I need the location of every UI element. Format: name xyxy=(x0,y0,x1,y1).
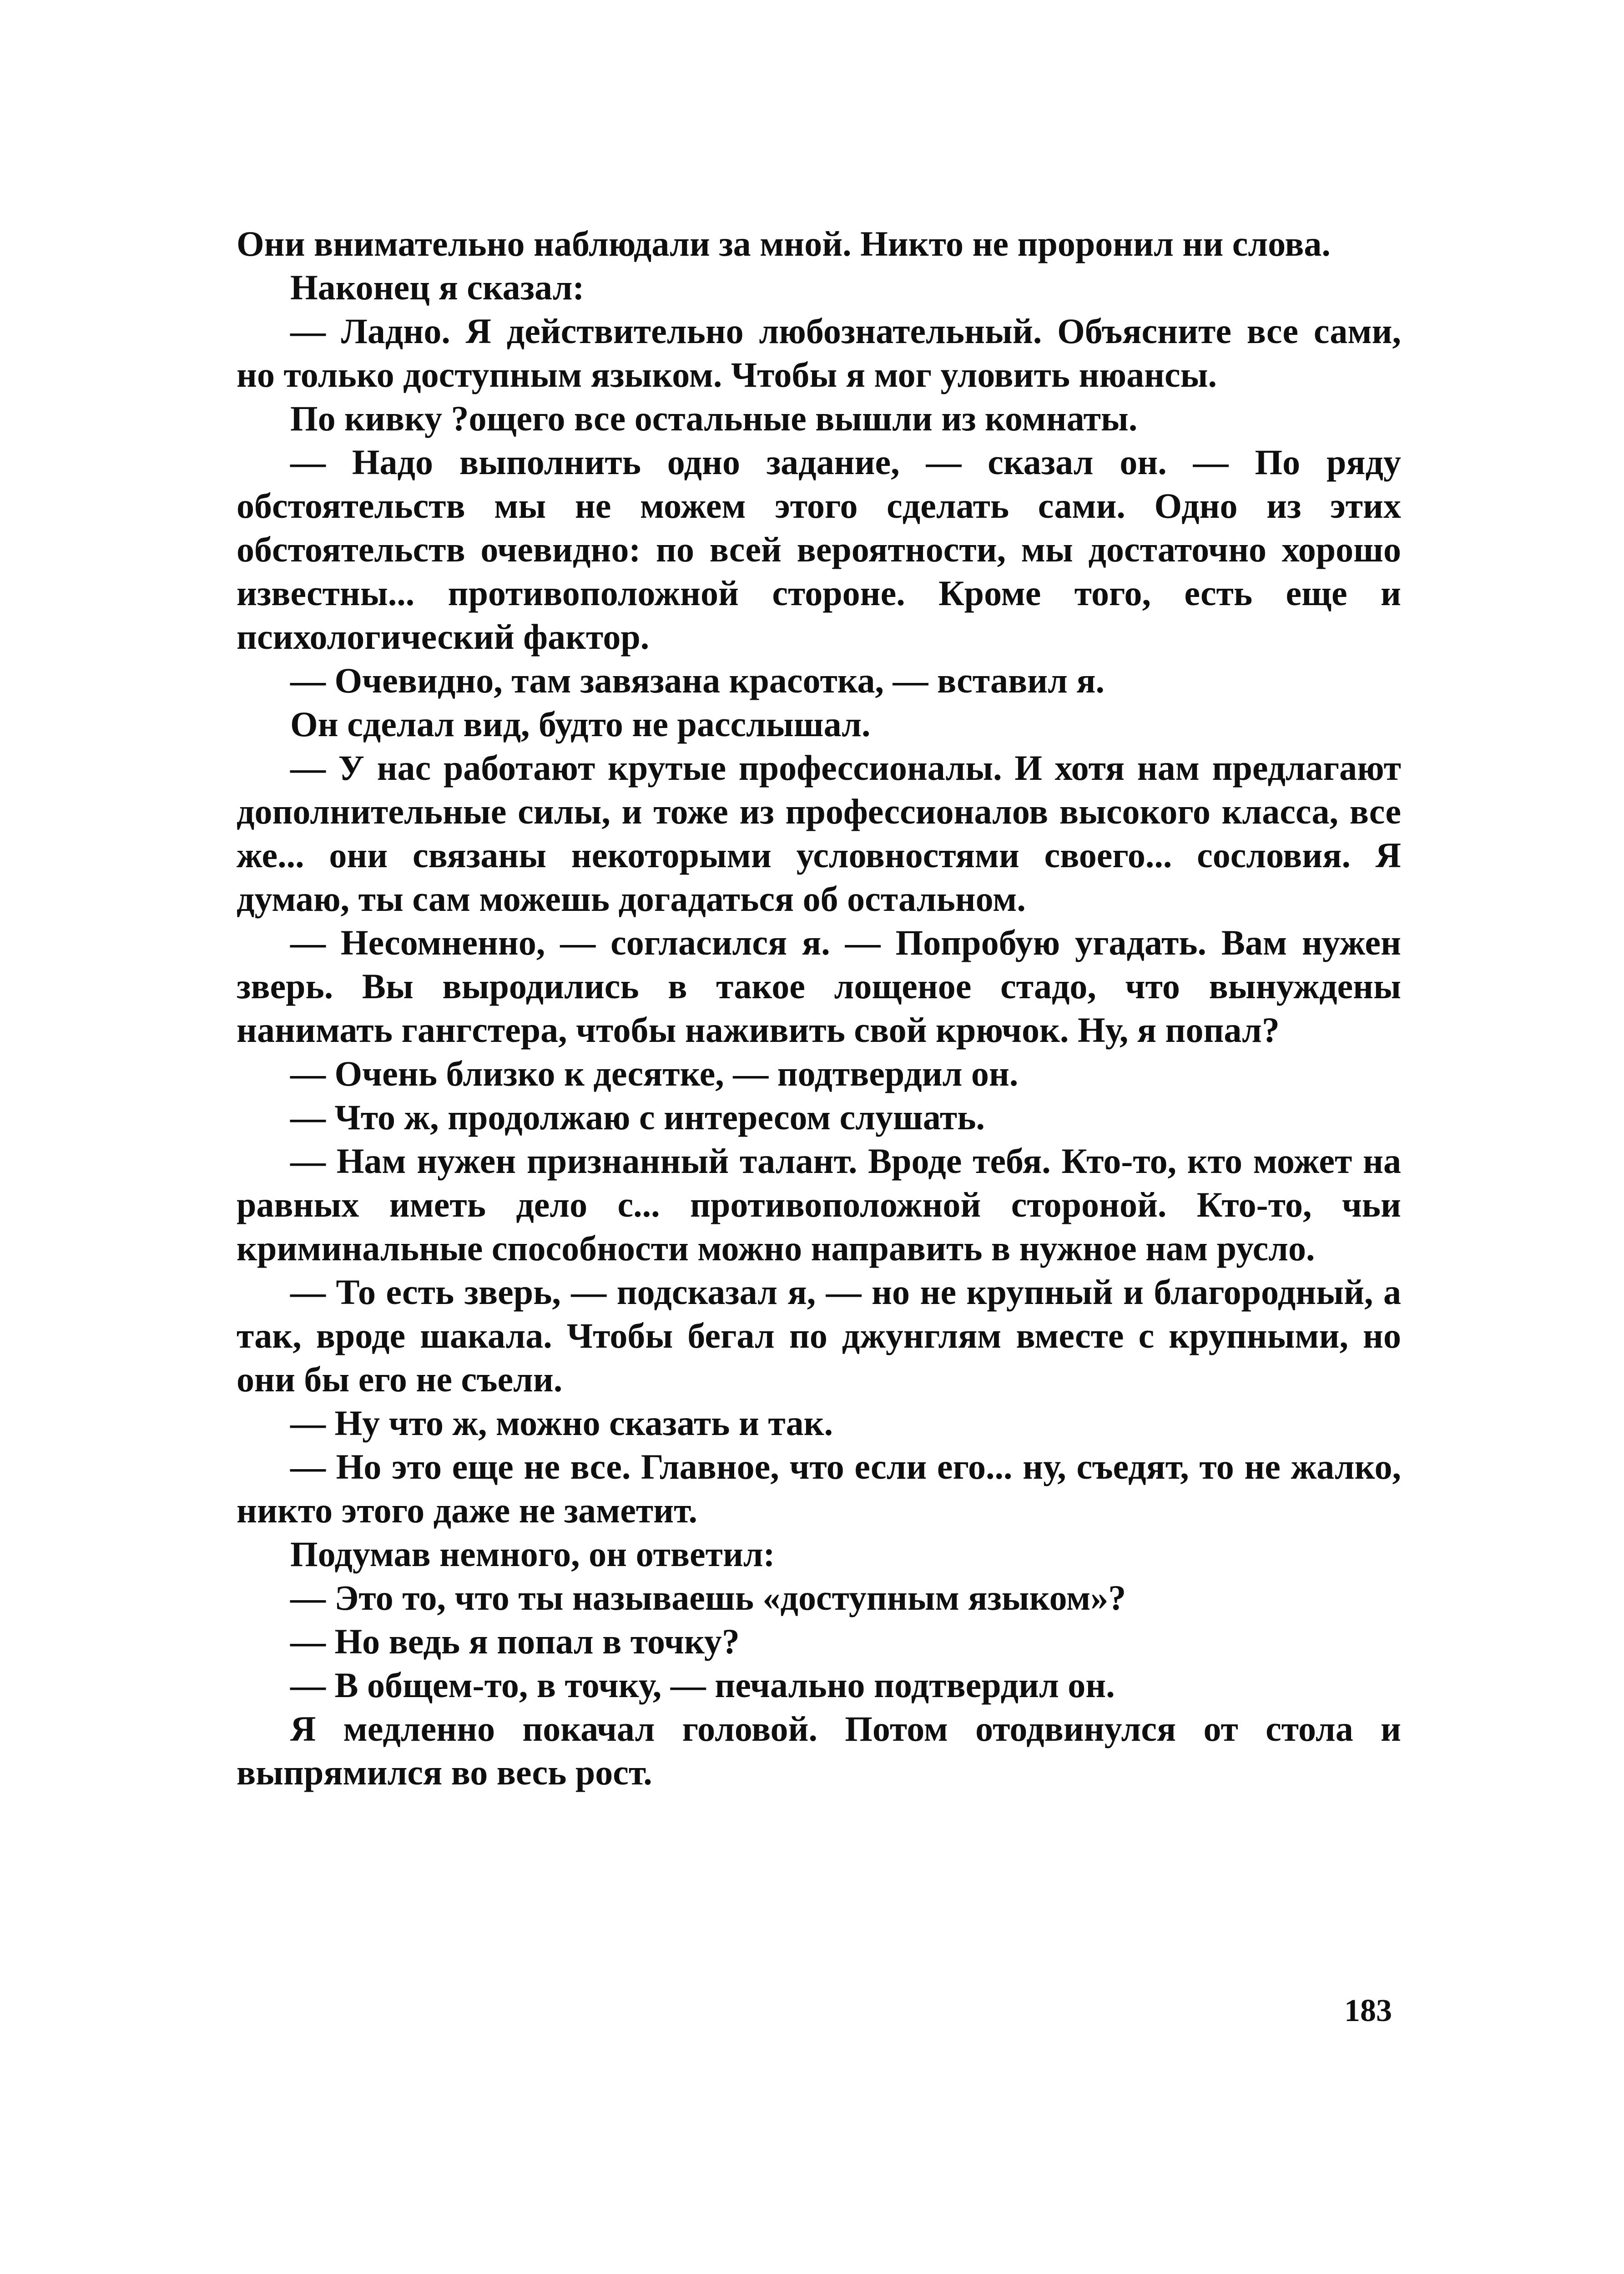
paragraph: — У нас работают крутые профессионалы. И хотя нам предлагают дополнительные силы, и тоже из профессионалов высокого класса, все же... они связаны некоторыми условностями своего... сословия. Я думаю, ты сам можешь догадаться об остальном. xyxy=(237,748,1401,919)
paragraph: — Надо выполнить одно задание, — сказал он. — По ряду обстоятельств мы не можем этого сделать сами. Одно из этих обстоятельств очевидно: по всей вероятности, мы достаточно хорошо известны... противоположной стороне. Кроме того, есть еще и психологический фактор. xyxy=(237,442,1401,657)
paragraph: — В общем-то, в точку, — печально подтвердил он. xyxy=(290,1665,1115,1705)
paragraph: — Но ведь я попал в точку? xyxy=(290,1622,740,1661)
paragraph: Подумав немного, он ответил: xyxy=(290,1534,775,1574)
paragraph: Я медленно покачал головой. Потом отодвинулся от стола и выпрямился во весь рост. xyxy=(237,1709,1401,1792)
paragraph: — Что ж, продолжаю с интересом слушать. xyxy=(290,1097,985,1137)
paragraph: — Очень близко к десятке, — подтвердил он. xyxy=(290,1054,1019,1093)
paragraph: Наконец я сказал: xyxy=(290,268,585,307)
paragraph: — Это то, что ты называешь «доступным языком»? xyxy=(290,1578,1126,1617)
paragraph: — То есть зверь, — подсказал я, — но не крупный и благородный, а так, вроде шакала. Чтобы бегал по джунглям вместе с крупными, но они бы его не съели. xyxy=(237,1272,1401,1399)
paragraph: — Но это еще не все. Главное, что если его... ну, съедят, то не жалко, никто этого даже не заметит. xyxy=(237,1447,1401,1530)
paragraph: — Несомненно, — согласился я. — Попробую угадать. Вам нужен зверь. Вы выродились в такое лощеное стадо, что вынуждены нанимать гангстера, чтобы наживить свой крючок. Ну, я попал? xyxy=(237,923,1401,1050)
paragraph: Он сделал вид, будто не расслышал. xyxy=(290,704,871,744)
paragraph: Они внимательно наблюдали за мной. Никто не проронил ни слова. xyxy=(237,224,1331,263)
page-body-text xyxy=(237,222,1401,1794)
paragraph: — Ну что ж, можно сказать и так. xyxy=(290,1403,833,1443)
paragraph: По кивку ?ощего все остальные вышли из комнаты. xyxy=(290,399,1138,438)
paragraph: — Ладно. Я действительно любознательный. Объясните все сами, но только доступным языком. Чтобы я мог уловить нюансы. xyxy=(237,311,1401,394)
paragraph: — Очевидно, там завязана красотка, — вставил я. xyxy=(290,661,1105,700)
page-number: 183 xyxy=(1344,1993,1392,2028)
paragraph: — Нам нужен признанный талант. Вроде тебя. Кто-то, кто может на равных иметь дело с... противоположной стороной. Кто-то, чьи криминальные способности можно направить в нужное нам русло. xyxy=(237,1141,1401,1268)
